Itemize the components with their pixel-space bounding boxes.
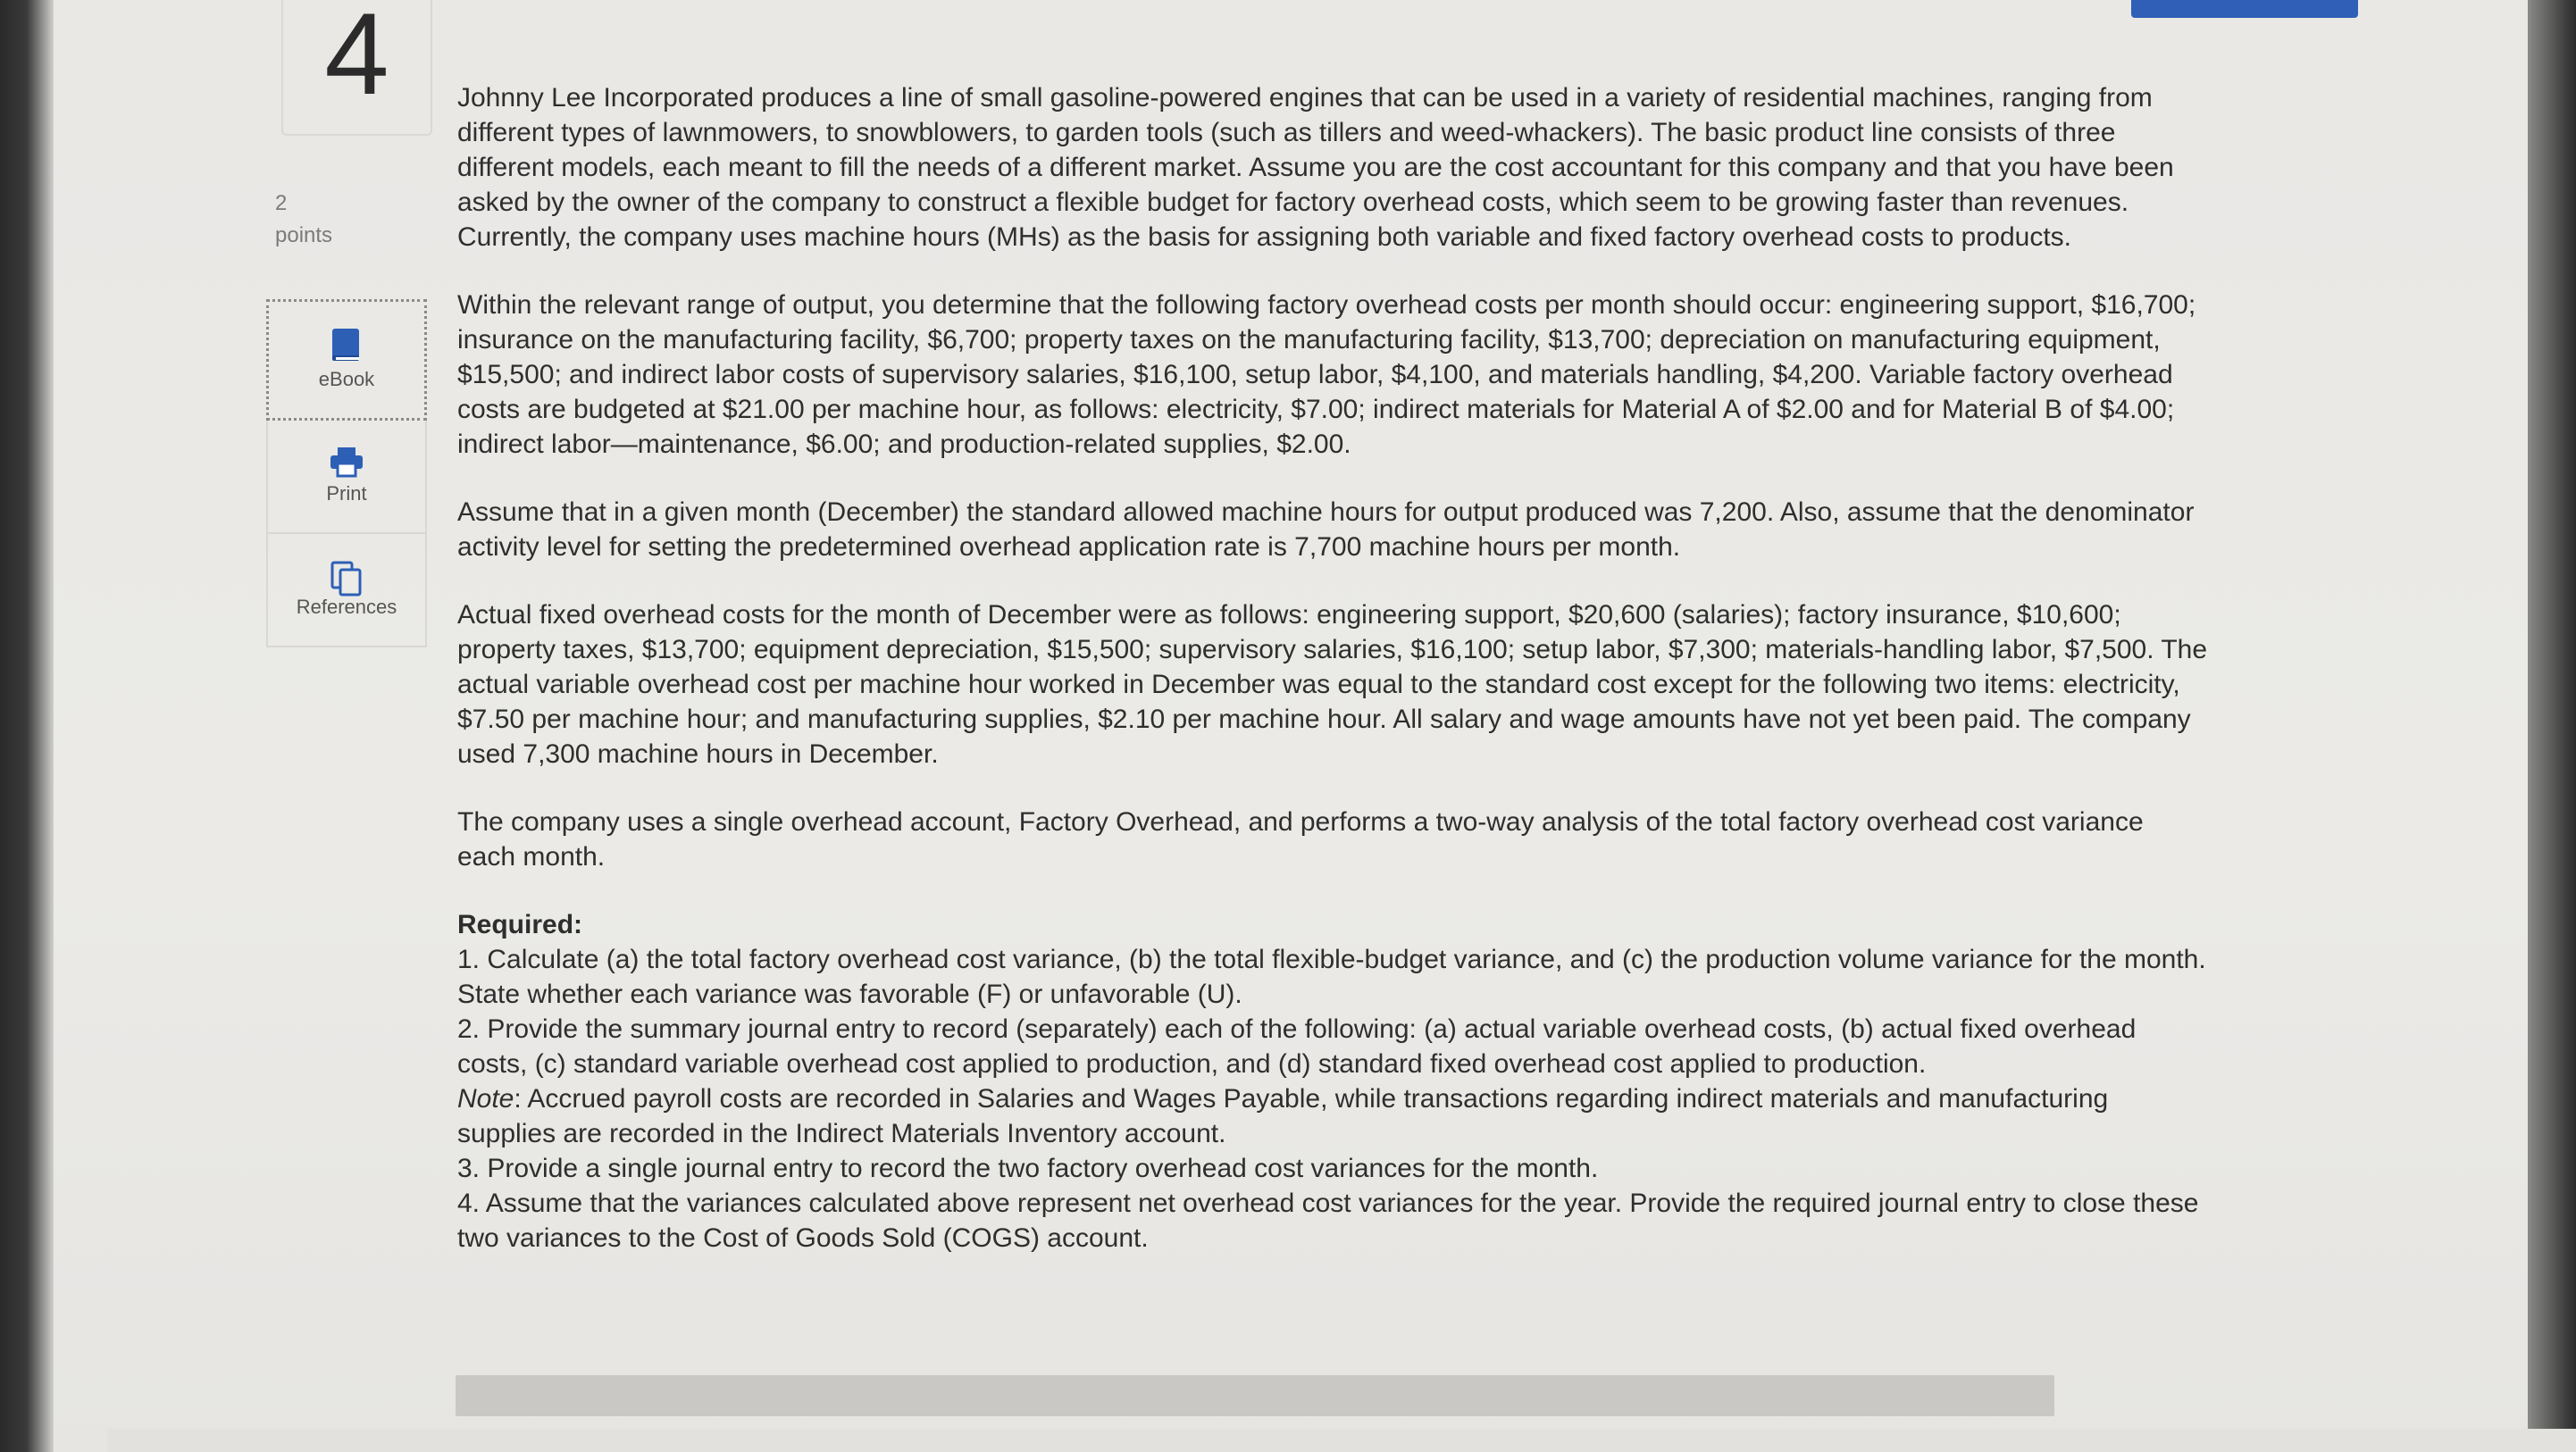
note-text: : Accrued payroll costs are recorded in Salaries and Wages Payable, while transactions regarding indirect materials and manufacturing supplies are recorded in the Indirect Materials Inventory account. [457,1084,2109,1148]
required-item-1: 1. Calculate (a) the total factory overhead cost variance, (b) the total flexible-budget variance, and (c) the production volume variance for the month. State whether each variance was favorable (F) or unfavorable (U). [457,945,2206,1009]
required-item-3: 3. Provide a single journal entry to record the two factory overhead cost variances for the month. [457,1154,1599,1183]
answer-section-header [456,1375,2054,1416]
tools-sidebar [266,299,427,647]
assignment-page [54,0,2528,1452]
top-action-button[interactable] [2131,0,2358,18]
required-section [457,907,2208,1256]
printer-icon [329,446,364,485]
references-button[interactable] [266,534,427,647]
question-number: 4 [281,0,432,136]
required-item-4: 4. Assume that the variances calculated above represent net overhead cost variances for the year. Provide the required journal entry to close these two variances to the Cost of Goods Sold (COGS) account. [457,1189,2199,1253]
intro-paragraph: Johnny Lee Incorporated produces a line of small gasoline-powered engines that can be used in a variety of residential machines, ranging from different types of lawnmowers, to snowblowers, to garden tools (such as tillers and weed-whackers). The basic product line consists of three different models, each meant to fill the needs of a different market. Assume you are the cost accountant for this company and that you have been asked by the owner of the company to construct a flexible budget for factory overhead costs, which seem to be growing faster than revenues. Currently, the company uses machine hours (MHs) as the basis for assigning both variable and fixed factory overhead costs to products. [457,83,2174,252]
print-button[interactable] [266,421,427,534]
required-heading: Required: [457,910,583,939]
machine-hours-paragraph: Assume that in a given month (December) the standard allowed machine hours for output produced was 7,200. Also, assume that the denominator activity level for setting the predetermined overhead application rate is 7,700 machine hours per month. [457,497,2195,562]
required-note [457,1081,2208,1151]
references-label: References [296,596,397,618]
points-indicator [275,188,332,252]
ebook-button[interactable] [266,299,427,421]
page-bottom [107,1429,2576,1452]
points-label: points [275,223,333,247]
points-value: 2 [275,191,288,215]
print-label: Print [326,482,367,505]
ebook-label: eBook [318,368,375,390]
question-content [457,80,2208,1256]
budget-paragraph: Within the relevant range of output, you determine that the following factory overhead costs per month should occur: engineering support, $16,700; insurance on the manufacturing facility, $6,700; property taxes on the manufacturing facility, $13,700; depreciation on manufacturing equipment, $15,500; and indirect labor costs of supervisory salaries, $16,100, setup labor, $4,100, and materials handling, $4,200. Variable factory overhead costs are budgeted at $21.00 per machine hour, as follows: electricity, $7.00; indirect materials for Material A of $2.00 and for Material B of $4.00; indirect labor—maintenance, $6.00; and production-related supplies, $2.00. [457,290,2196,459]
overhead-account-paragraph: The company uses a single overhead account, Factory Overhead, and performs a two-way analysis of the total factory overhead cost variance each month. [457,807,2144,872]
book-icon [330,327,363,370]
actual-costs-paragraph: Actual fixed overhead costs for the month of December were as follows: engineering support, $20,600 (salaries); factory insurance, $10,600; property taxes, $13,700; equipment depreciation, $15,500; supervisory salaries, $16,100; setup labor, $7,300; materials-handling labor, $7,500. The actual variable overhead cost per machine hour worked in December was equal to the standard cost except for the following two items: electricity, $7.50 per machine hour; and manufacturing supplies, $2.10 per machine hour. All salary and wage amounts have not yet been paid. The company used 7,300 machine hours in December. [457,600,2208,769]
required-item-2: 2. Provide the summary journal entry to record (separately) each of the following: (a) actual variable overhead costs, (b) actual fixed overhead costs, (c) standard variable overhead cost applied to production, and (d) standard fixed overhead cost applied to production. [457,1014,2137,1079]
note-label: Note [457,1084,514,1114]
